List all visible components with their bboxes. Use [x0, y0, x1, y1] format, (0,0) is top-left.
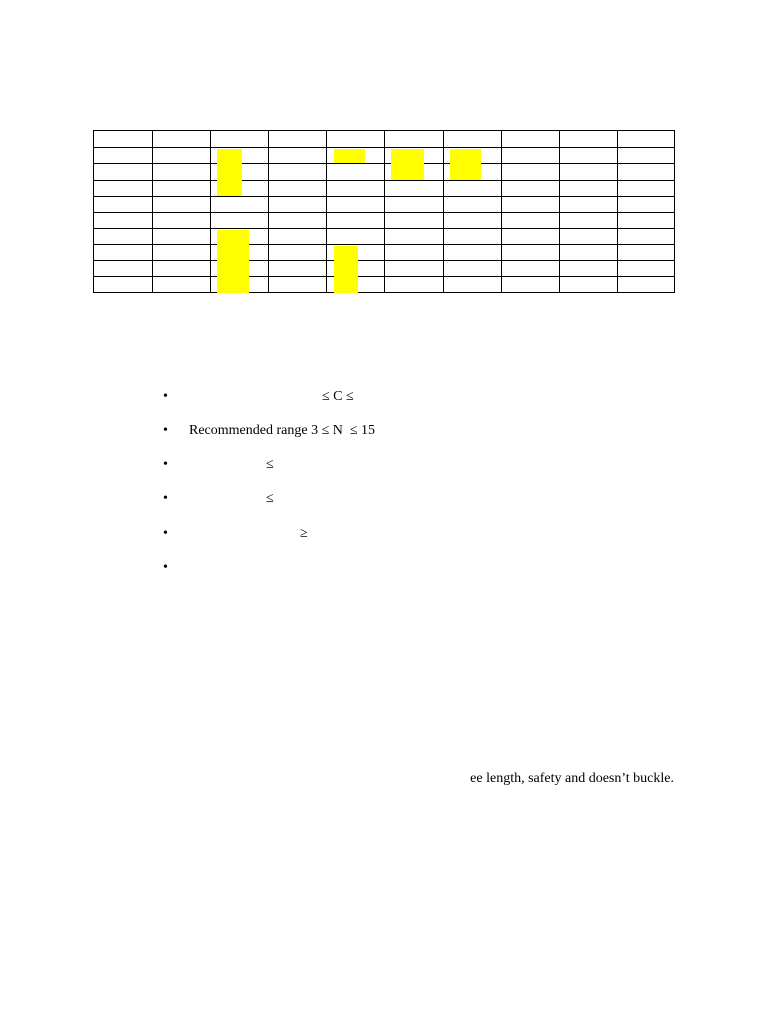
bullet-marker: •: [163, 423, 168, 438]
paragraph-fragment: ee length, safety and doesn’t buckle.: [470, 771, 674, 786]
bullet-marker: •: [163, 389, 168, 404]
bullet-marker: •: [163, 560, 168, 575]
bullet-marker: •: [163, 526, 168, 541]
bullet-text: ≤: [266, 457, 274, 472]
bullet-marker: •: [163, 457, 168, 472]
bullet-text: ≥: [300, 526, 308, 541]
bullet-text: ≤: [266, 491, 274, 506]
bullet-text: ≤ C ≤: [322, 389, 354, 404]
bullet-marker: •: [163, 491, 168, 506]
bullet-text: Recommended range 3 ≤ N ≤ 15: [189, 423, 376, 438]
